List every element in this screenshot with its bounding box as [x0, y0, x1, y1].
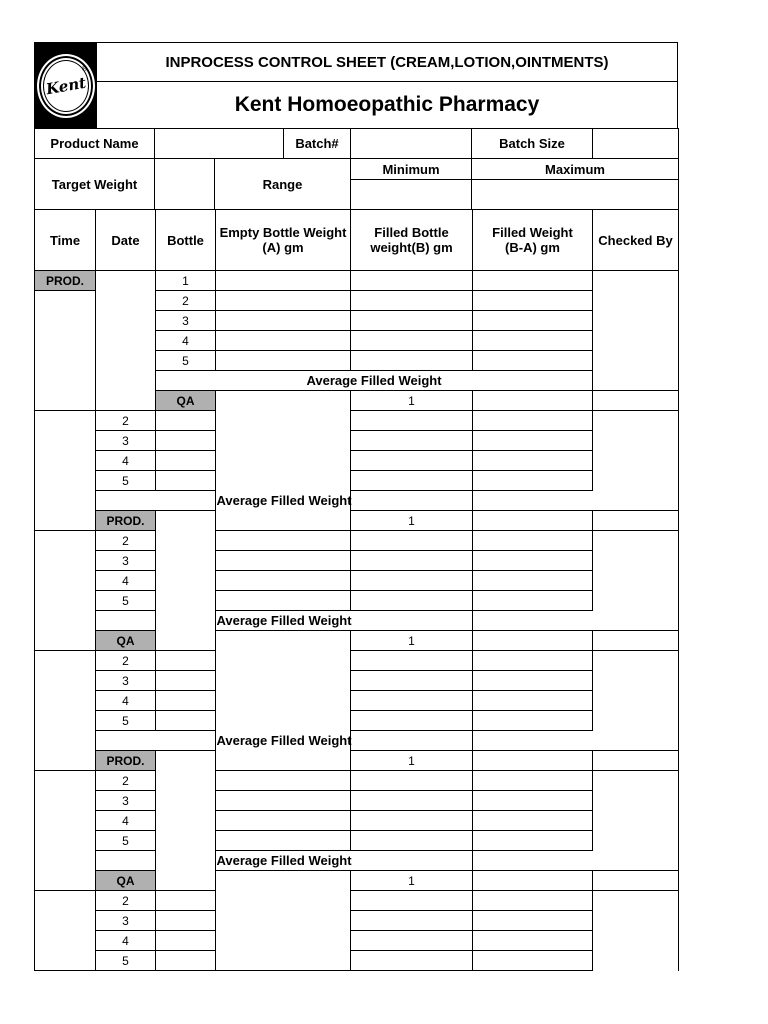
batch-no-field[interactable] — [351, 129, 472, 159]
filled-weight-field[interactable] — [473, 451, 593, 471]
product-name-label: Product Name — [35, 129, 155, 159]
empty-weight-field[interactable] — [156, 471, 216, 491]
bottle-row — [35, 431, 679, 451]
empty-weight-field[interactable] — [473, 871, 593, 891]
time-field[interactable] — [35, 891, 96, 971]
filled-bottle-field[interactable] — [351, 311, 473, 331]
filled-bottle-field[interactable] — [593, 751, 679, 771]
maximum-label: Maximum — [472, 159, 679, 180]
filled-bottle-field[interactable] — [351, 591, 473, 611]
bottle-row — [35, 471, 679, 491]
filled-weight-field[interactable] — [473, 711, 593, 731]
bottle-row — [35, 791, 679, 811]
product-name-field[interactable] — [155, 129, 284, 159]
bottle-row — [35, 671, 679, 691]
filled-bottle-field[interactable] — [351, 671, 473, 691]
bottle-number: 3 — [96, 671, 156, 691]
filled-weight-field[interactable] — [473, 351, 593, 371]
bottle-row — [35, 451, 679, 471]
average-filled-weight-label: Average Filled Weight — [96, 851, 473, 871]
stage-label: PROD. — [35, 271, 96, 291]
bottle-number: 5 — [96, 471, 156, 491]
bottle-number: 2 — [96, 411, 156, 431]
bottle-number: 5 — [156, 351, 216, 371]
bottle-row — [35, 891, 679, 911]
control-sheet — [34, 42, 678, 971]
filled-weight-field[interactable] — [473, 471, 593, 491]
empty-weight-field[interactable] — [216, 791, 351, 811]
filled-weight-field[interactable] — [473, 811, 593, 831]
empty-weight-field[interactable] — [216, 291, 351, 311]
bottle-number: 4 — [96, 931, 156, 951]
empty-weight-field[interactable] — [216, 351, 351, 371]
target-table — [34, 158, 679, 210]
bottle-number: 1 — [351, 511, 473, 531]
bottle-row — [35, 871, 679, 891]
filled-bottle-field[interactable] — [593, 391, 679, 411]
filled-weight-field[interactable] — [473, 271, 593, 291]
maximum-field[interactable] — [472, 180, 679, 210]
bottle-row — [35, 571, 679, 591]
filled-weight-field[interactable] — [473, 951, 593, 971]
date-field[interactable] — [216, 871, 351, 971]
logo-text: Kent — [44, 73, 88, 98]
bottle-number: 1 — [351, 871, 473, 891]
time-field[interactable] — [35, 291, 96, 411]
weight-log-table — [34, 209, 679, 971]
bottle-number: 5 — [96, 831, 156, 851]
bottle-row — [35, 551, 679, 571]
bottle-number: 2 — [96, 531, 156, 551]
empty-weight-field[interactable] — [156, 951, 216, 971]
company-name: Kent Homoeopathic Pharmacy — [234, 92, 540, 116]
bottle-row — [35, 531, 679, 551]
empty-weight-field[interactable] — [156, 691, 216, 711]
stage-label: PROD. — [96, 511, 156, 531]
empty-weight-field[interactable] — [216, 571, 351, 591]
bottle-number: 3 — [96, 551, 156, 571]
empty-weight-field[interactable] — [156, 931, 216, 951]
col-empty-weight — [216, 210, 351, 271]
bottle-row — [35, 911, 679, 931]
filled-bottle-field[interactable] — [351, 291, 473, 311]
empty-weight-field[interactable] — [156, 651, 216, 671]
time-field[interactable] — [35, 411, 96, 531]
filled-bottle-field[interactable] — [351, 811, 473, 831]
bottle-number: 4 — [96, 451, 156, 471]
checked-by-field[interactable] — [593, 271, 679, 391]
empty-weight-field[interactable] — [156, 411, 216, 431]
empty-weight-field[interactable] — [473, 511, 593, 531]
empty-weight-field[interactable] — [216, 831, 351, 851]
filled-bottle-field[interactable] — [351, 571, 473, 591]
time-field[interactable] — [35, 771, 96, 891]
bottle-number: 2 — [96, 651, 156, 671]
empty-weight-field[interactable] — [216, 591, 351, 611]
filled-weight-field[interactable] — [473, 551, 593, 571]
filled-weight-field[interactable] — [473, 891, 593, 911]
bottle-row — [35, 631, 679, 651]
registered-mark: ® — [81, 65, 87, 73]
bottle-number: 1 — [156, 271, 216, 291]
batch-size-label: Batch Size — [472, 129, 593, 159]
target-weight-field[interactable] — [155, 159, 215, 210]
filled-bottle-field[interactable] — [351, 411, 473, 431]
filled-bottle-field[interactable] — [593, 871, 679, 891]
bottle-number: 2 — [96, 771, 156, 791]
empty-weight-field[interactable] — [473, 631, 593, 651]
filled-bottle-field[interactable] — [351, 891, 473, 911]
filled-weight-field[interactable] — [473, 831, 593, 851]
bottle-row — [35, 691, 679, 711]
empty-weight-field[interactable] — [473, 751, 593, 771]
bottle-row — [35, 771, 679, 791]
filled-weight-field[interactable] — [473, 591, 593, 611]
filled-bottle-field[interactable] — [351, 551, 473, 571]
stage-label: QA — [96, 871, 156, 891]
col-filled-bottle — [351, 210, 473, 271]
filled-weight-field[interactable] — [473, 311, 593, 331]
col-empty-weight-line1: Empty Bottle Weight — [219, 225, 347, 240]
filled-weight-field[interactable] — [473, 431, 593, 451]
col-filled-bottle-line1: Filled Bottle — [374, 225, 449, 240]
bottle-number: 5 — [96, 951, 156, 971]
bottle-number: 5 — [96, 711, 156, 731]
bottle-number: 4 — [96, 691, 156, 711]
average-filled-weight-label: Average Filled Weight — [96, 611, 473, 631]
filled-bottle-field[interactable] — [593, 511, 679, 531]
bottle-row — [35, 811, 679, 831]
bottle-number: 3 — [96, 911, 156, 931]
average-filled-weight-label: Average Filled Weight — [96, 731, 473, 751]
filled-bottle-field[interactable] — [351, 911, 473, 931]
empty-weight-field[interactable] — [156, 911, 216, 931]
filled-bottle-field[interactable] — [593, 631, 679, 651]
empty-weight-field[interactable] — [216, 771, 351, 791]
bottle-row — [35, 651, 679, 671]
col-checked-by: Checked By — [593, 210, 679, 271]
filled-bottle-field[interactable] — [351, 531, 473, 551]
average-row — [35, 851, 679, 871]
filled-weight-field[interactable] — [473, 291, 593, 311]
filled-bottle-field[interactable] — [351, 651, 473, 671]
filled-weight-field[interactable] — [473, 691, 593, 711]
filled-bottle-field[interactable] — [351, 691, 473, 711]
filled-bottle-field[interactable] — [351, 271, 473, 291]
bottle-number: 4 — [96, 571, 156, 591]
empty-weight-field[interactable] — [156, 891, 216, 911]
bottle-number: 3 — [96, 791, 156, 811]
filled-weight-field[interactable] — [473, 931, 593, 951]
empty-weight-field[interactable] — [156, 671, 216, 691]
average-filled-weight-label: Average Filled Weight — [96, 491, 473, 511]
col-date: Date — [96, 210, 156, 271]
stage-label: QA — [96, 631, 156, 651]
bottle-row — [35, 711, 679, 731]
date-field[interactable] — [96, 271, 156, 411]
empty-weight-field[interactable] — [216, 811, 351, 831]
filled-weight-field[interactable] — [473, 911, 593, 931]
empty-weight-field[interactable] — [216, 271, 351, 291]
average-filled-weight-label: Average Filled Weight — [156, 371, 593, 391]
minimum-field[interactable] — [351, 180, 472, 210]
filled-bottle-field[interactable] — [351, 331, 473, 351]
filled-bottle-field[interactable] — [351, 831, 473, 851]
info-table — [34, 128, 679, 159]
bottle-number: 3 — [96, 431, 156, 451]
bottle-row — [35, 411, 679, 431]
filled-bottle-field[interactable] — [351, 431, 473, 451]
stage-label: QA — [156, 391, 216, 411]
bottle-row — [35, 951, 679, 971]
bottle-number: 3 — [156, 311, 216, 331]
filled-bottle-field[interactable] — [351, 351, 473, 371]
minimum-label: Minimum — [351, 159, 472, 180]
col-filled-weight-line1: Filled Weight — [492, 225, 573, 240]
col-filled-bottle-line2: weight(B) gm — [370, 240, 453, 255]
filled-weight-field[interactable] — [473, 671, 593, 691]
bottle-row — [35, 831, 679, 851]
col-bottle: Bottle — [156, 210, 216, 271]
target-weight-label: Target Weight — [35, 159, 155, 210]
filled-weight-field[interactable] — [473, 331, 593, 351]
empty-weight-field[interactable] — [156, 711, 216, 731]
bottle-number: 1 — [351, 391, 473, 411]
bottle-number: 1 — [351, 631, 473, 651]
filled-weight-field[interactable] — [473, 571, 593, 591]
empty-weight-field[interactable] — [156, 451, 216, 471]
bottle-number: 4 — [156, 331, 216, 351]
kent-logo — [37, 54, 95, 118]
filled-weight-field[interactable] — [473, 531, 593, 551]
empty-weight-field[interactable] — [216, 531, 351, 551]
empty-weight-field[interactable] — [473, 391, 593, 411]
bottle-number: 1 — [351, 751, 473, 771]
empty-weight-field[interactable] — [216, 311, 351, 331]
bottle-row — [35, 931, 679, 951]
batch-no-label: Batch# — [284, 129, 351, 159]
sheet-title: INPROCESS CONTROL SHEET (CREAM,LOTION,OINTMENTS) — [97, 43, 677, 82]
filled-bottle-field[interactable] — [351, 931, 473, 951]
empty-weight-field[interactable] — [216, 551, 351, 571]
batch-size-field[interactable] — [593, 129, 679, 159]
bottle-number: 4 — [96, 811, 156, 831]
empty-weight-field[interactable] — [156, 431, 216, 451]
bottle-row — [35, 751, 679, 771]
time-field[interactable] — [35, 651, 96, 771]
average-row — [35, 491, 679, 511]
sheet-header — [34, 42, 678, 128]
filled-bottle-field[interactable] — [351, 451, 473, 471]
column-header-row — [35, 210, 679, 271]
bottle-row — [35, 511, 679, 531]
filled-bottle-field[interactable] — [351, 951, 473, 971]
bottle-row — [35, 271, 679, 291]
range-label: Range — [215, 159, 351, 210]
filled-weight-field[interactable] — [473, 771, 593, 791]
col-time: Time — [35, 210, 96, 271]
bottle-number: 5 — [96, 591, 156, 611]
average-row — [35, 731, 679, 751]
logo-box — [35, 43, 97, 128]
col-filled-weight-line2: (B-A) gm — [505, 240, 560, 255]
filled-bottle-field[interactable] — [351, 771, 473, 791]
filled-weight-field[interactable] — [473, 411, 593, 431]
bottle-number: 2 — [96, 891, 156, 911]
filled-bottle-field[interactable] — [351, 711, 473, 731]
bottle-number: 2 — [156, 291, 216, 311]
time-field[interactable] — [35, 531, 96, 651]
col-empty-weight-line2: (A) gm — [262, 240, 304, 255]
filled-bottle-field[interactable] — [351, 471, 473, 491]
average-row — [35, 611, 679, 631]
stage-label: PROD. — [96, 751, 156, 771]
empty-weight-field[interactable] — [216, 331, 351, 351]
filled-weight-field[interactable] — [473, 651, 593, 671]
filled-bottle-field[interactable] — [351, 791, 473, 811]
filled-weight-field[interactable] — [473, 791, 593, 811]
col-filled-weight — [473, 210, 593, 271]
bottle-row — [35, 591, 679, 611]
